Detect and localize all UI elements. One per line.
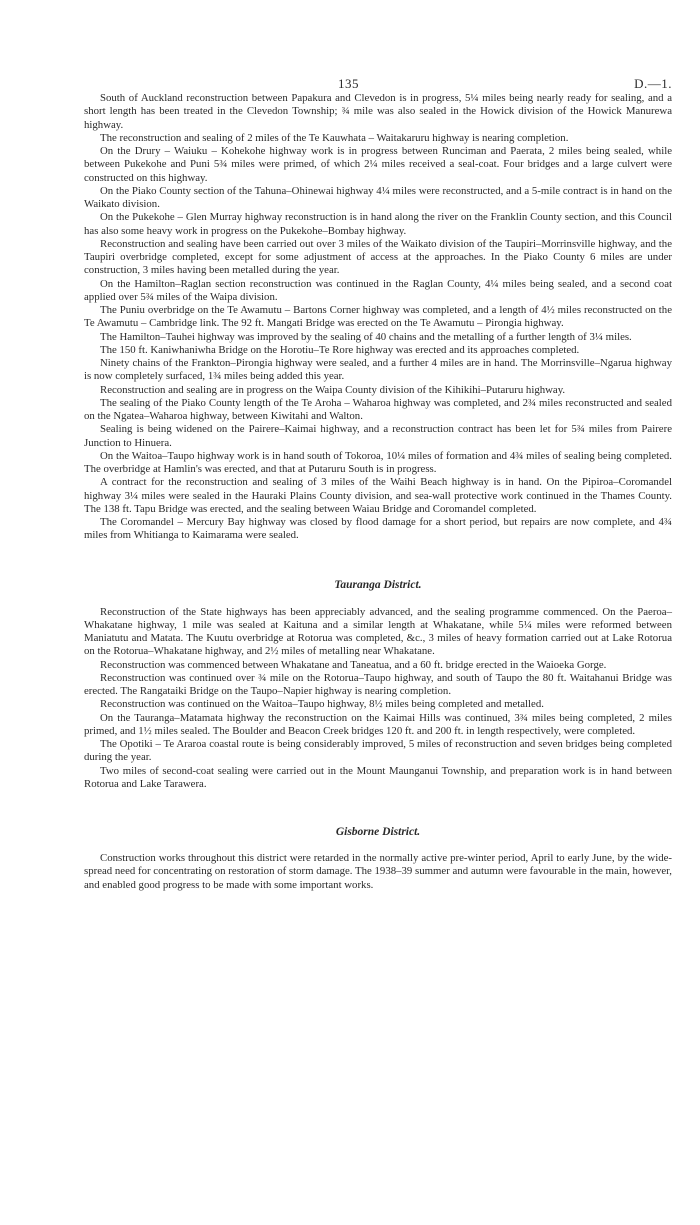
gisborne-district-heading: Gisborne District. — [335, 826, 421, 838]
tauranga-section — [84, 606, 672, 792]
paragraph: The reconstruction and sealing of 2 miles of the Te Kauwhata – Waitakaruru highway is nearing completion. — [100, 131, 569, 144]
document-reference: D.—1. — [634, 76, 672, 91]
paragraph: South of Auckland reconstruction between Papakura and Clevedon is in progress, 5¼ miles being nearly ready for sealing, and a short length has been treated in the Clevedon Township; ¾ mile was also sealed in the Howick division of the Howick Manurewa highway. — [84, 92, 672, 131]
paragraph: The 150 ft. Kaniwhaniwha Bridge on the Horotiu–Te Rore highway was erected and its approaches completed. — [100, 343, 580, 356]
paragraph: On the Waitoa–Taupo highway work is in hand south of Tokoroa, 10¼ miles of formation and 4¾ miles of sealing being completed. The overbridge at Hamlin's was erected, and that at Putaruru South is in progress. — [84, 449, 672, 475]
paragraph: The Puniu overbridge on the Te Awamutu – Bartons Corner highway was completed, and a length of 4½ miles reconstructed on the Te Awamutu – Cambridge link. The 92 ft. Mangati Bridge was erected on the Te Awamutu – Pirongia highway. — [84, 304, 672, 330]
paragraph: The Coromandel – Mercury Bay highway was closed by flood damage for a short period, but repairs are now complete, and 4¾ miles from Whitianga to Kaimarama were sealed. — [84, 516, 672, 542]
paragraph: Sealing is being widened on the Pairere–Kaimai highway, and a reconstruction contract has been let for 5¾ miles from Pairere Junction to Hinuera. — [84, 423, 672, 449]
paragraph: Reconstruction was continued over ¾ mile on the Rotorua–Taupo highway, and south of Taupo the 80 ft. Waitahanui Bridge was erected. The Rangataiki Bridge on the Taupo–Napier highway is nearing completion. — [84, 671, 672, 697]
paragraph: A contract for the reconstruction and sealing of 3 miles of the Waihi Beach highway is in hand. On the Pipiroa–Coromandel highway 3¼ miles were sealed in the Hauraki Plains County division, and sea-wall protective work continued in the Thames County. The 138 ft. Tapu Bridge was erected, and the sealing between Waiau Bridge and Coromandel completed. — [84, 476, 672, 515]
paragraph: Reconstruction of the State highways has been appreciably advanced, and the sealing programme commenced. On the Paeroa–Whakatane highway, 1 mile was sealed at Kaituna and a similar length at Whakatane, while 5¼ miles were reformed between Maniatutu and Matata. The Kuutu overbridge at Rotorua was completed, &c., 3 miles of heavy formation carried out at Lake Rotorua on the Rotorua–Whakatane highway, and 2½ miles of metalling near Whakatane. — [84, 605, 672, 658]
auckland-section — [84, 92, 672, 543]
paragraph: Reconstruction was continued on the Waitoa–Taupo highway, 8½ miles being completed and metalled. — [100, 698, 544, 711]
paragraph: On the Hamilton–Raglan section reconstruction was continued in the Raglan County, 4¼ miles being sealed, and a second coat applied over 5¾ miles of the Waipa division. — [84, 277, 672, 303]
paragraph: On the Drury – Waiuku – Kohekohe highway work is in progress between Runciman and Paerata, 2 miles being sealed, while between Pukekohe and Puni 5¾ miles were primed, of which 2¼ miles received a seal-coat. Four bridges and a large culvert were constructed on this highway. — [84, 145, 672, 184]
paragraph: Reconstruction and sealing are in progress on the Waipa County division of the Kihikihi–Putaruru highway. — [100, 383, 566, 396]
page-number: 135 — [338, 76, 359, 91]
paragraph: On the Tauranga–Matamata highway the reconstruction on the Kaimai Hills was continued, 3¾ miles being completed, 2 miles primed, and 1½ miles sealed. The Boulder and Beacon Creek bridges 120 ft. and 200 ft. in length respectively, were completed. — [84, 711, 672, 737]
paragraph: Construction works throughout this district were retarded in the normally active pre-winter period, April to early June, by the wide-spread need for concentrating on restoration of storm damage. The 1938–39 summer and autumn were favourable in the main, however, and enabled good progress to be made with some important works. — [84, 852, 672, 891]
paragraph: The Hamilton–Tauhei highway was improved by the sealing of 40 chains and the metalling of a further length of 3¼ miles. — [100, 330, 632, 343]
paragraph: The Opotiki – Te Araroa coastal route is being considerably improved, 5 miles of reconstruction and seven bridges being completed during the year. — [84, 738, 672, 764]
paragraph: Reconstruction and sealing have been carried out over 3 miles of the Waikato division of the Taupiri–Morrinsville highway, and the Taupiri overbridge completed, except for some adjustment of access at the approaches. In the Piako County 6 miles are under construction, 3 miles having been metalled during the year. — [84, 237, 672, 277]
tauranga-district-heading: Tauranga District. — [334, 578, 422, 591]
paragraph: Reconstruction was commenced between Whakatane and Taneatua, and a 60 ft. bridge erected in the Waioeka Gorge. — [100, 658, 607, 671]
document-page — [84, 0, 672, 892]
page-header — [84, 0, 672, 92]
paragraph: The sealing of the Piako County length of the Te Aroha – Waharoa highway was completed, and 2¾ miles reconstructed and sealed on the Ngatea–Waharoa highway, between Kiwitahi and Walton. — [84, 396, 672, 422]
paragraph: Two miles of second-coat sealing were carried out in the Mount Maunganui Township, and preparation work is in hand between Rotorua and Lake Tarawera. — [84, 764, 672, 790]
paragraph: On the Piako County section of the Tahuna–Ohinewai highway 4¼ miles were reconstructed, and a 5-mile contract is in hand on the Waikato division. — [84, 184, 672, 210]
paragraph: Ninety chains of the Frankton–Pirongia highway were sealed, and a further 4 miles are in hand. The Morrinsville–Ngarua highway is now completely surfaced, 1¾ miles being added this year. — [84, 357, 672, 383]
gisborne-section — [84, 852, 672, 892]
paragraph: On the Pukekohe – Glen Murray highway reconstruction is in hand along the river on the Franklin County section, and this Council has also some heavy work in progress on the Pukekohe–Bombay highway. — [84, 211, 672, 237]
